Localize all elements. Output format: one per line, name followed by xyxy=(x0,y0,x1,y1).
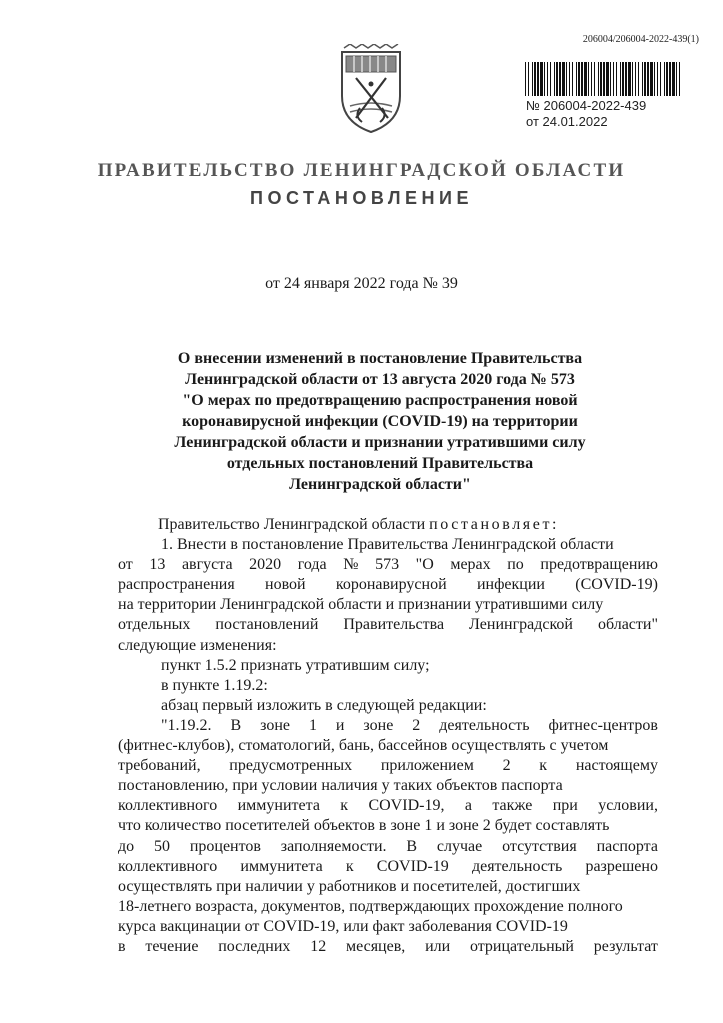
word: 2020 xyxy=(249,556,282,574)
word: при xyxy=(552,797,578,815)
barcode-bar xyxy=(550,62,551,96)
government-title: ПРАВИТЕЛЬСТВО ЛЕНИНГРАДСКОЙ ОБЛАСТИ xyxy=(97,160,626,181)
barcode-bar xyxy=(544,62,545,96)
barcode-bar xyxy=(572,62,573,96)
word: предусмотренных xyxy=(229,757,353,775)
word: к xyxy=(340,797,349,815)
barcode-bar xyxy=(540,62,543,96)
word: требований, xyxy=(118,757,201,775)
word: к xyxy=(345,857,354,875)
barcode-bar xyxy=(628,62,631,96)
subject-line: Ленинградской области" xyxy=(289,476,471,493)
word: Правительства xyxy=(343,616,445,634)
word: паспорта xyxy=(596,837,658,855)
word: в xyxy=(118,937,126,955)
intro-line xyxy=(118,515,658,535)
word: 12 xyxy=(310,937,327,955)
barcode-bar xyxy=(654,62,655,96)
word: COVID-19, xyxy=(368,797,445,815)
registration-number: № 206004-2022-439 xyxy=(526,98,647,113)
word: также xyxy=(492,797,533,815)
word: (COVID-19) xyxy=(575,576,658,594)
word: отсутствия xyxy=(502,837,577,855)
word: разрешено xyxy=(585,857,658,875)
document-type: ПОСТАНОВЛЕНИЕ xyxy=(250,188,473,208)
quote-line: постановлению, при условии наличия у таких объектов паспорта xyxy=(118,777,563,795)
barcode-bar xyxy=(679,62,680,96)
word: случае xyxy=(436,837,483,855)
word: № xyxy=(343,556,359,574)
paragraph-line-justified xyxy=(118,615,658,635)
barcode-bar xyxy=(672,62,675,96)
paragraph-line: следующие изменения: xyxy=(118,636,277,654)
word: августа xyxy=(181,556,233,574)
quote-line-justified xyxy=(118,937,658,957)
registration-date: от 24.01.2022 xyxy=(526,114,608,129)
barcode-bar xyxy=(532,62,533,96)
word: иммунитета xyxy=(237,797,320,815)
barcode-bar xyxy=(566,62,567,96)
subject-line: О внесении изменений в постановление Правительства xyxy=(177,350,583,367)
barcode-bar xyxy=(528,62,529,96)
barcode-bar xyxy=(622,62,624,96)
word: предотвращению xyxy=(540,556,658,574)
word: Ленинградской xyxy=(469,616,573,634)
word: а xyxy=(464,797,472,815)
barcode-bar xyxy=(638,62,639,96)
word: мерах xyxy=(450,556,491,574)
word: результат xyxy=(593,937,658,955)
word: деятельность xyxy=(439,716,530,734)
barcode-bar xyxy=(559,62,561,96)
quote-line: курса вакцинации от COVID-19, или факт заболевания COVID-19 xyxy=(118,917,568,935)
barcode-bar xyxy=(581,62,583,96)
word: до xyxy=(118,837,135,855)
barcode-bar xyxy=(610,62,611,96)
intro-text: Правительство Ленинградской области xyxy=(158,516,430,533)
coat-of-arms-emblem xyxy=(336,44,406,136)
barcode-bar xyxy=(650,62,653,96)
amendment-item: абзац первый изложить в следующей редакции: xyxy=(161,696,487,714)
word: к xyxy=(539,757,548,775)
barcode-bar xyxy=(666,62,668,96)
quote-line: (фитнес-клубов), стоматологий, бань, бассейнов осуществлять с учетом xyxy=(118,737,609,755)
word: зоне xyxy=(260,716,290,734)
word: месяцев, xyxy=(345,937,406,955)
barcode-bar xyxy=(613,62,614,96)
amendment-item: в пункте 1.19.2: xyxy=(161,676,268,694)
word: от xyxy=(118,556,133,574)
barcode-bar xyxy=(625,62,627,96)
barcode-bar xyxy=(534,62,536,96)
barcode-bar xyxy=(606,62,609,96)
barcode-bar xyxy=(600,62,602,96)
barcode-bar xyxy=(660,62,661,96)
word: COVID-19 xyxy=(376,857,449,875)
subject-line: отдельных постановлений Правительства xyxy=(226,455,534,472)
barcode-bar xyxy=(547,62,548,96)
quote-line-justified xyxy=(118,796,658,816)
quote-line: 18-летнего возраста, документов, подтверждающих прохождение полного xyxy=(118,897,623,915)
word: 2 xyxy=(502,757,511,775)
word: процентов xyxy=(189,837,261,855)
barcode-bar xyxy=(676,62,677,96)
word: области" xyxy=(597,616,658,634)
barcode-bar xyxy=(632,62,633,96)
word: последних xyxy=(218,937,291,955)
word: 50 xyxy=(153,837,170,855)
quote-line-justified xyxy=(118,716,658,736)
barcode-bar xyxy=(591,62,592,96)
word: коллективного xyxy=(118,797,218,815)
word: В xyxy=(230,716,242,734)
word: распространения xyxy=(118,576,235,594)
quote-line-justified xyxy=(118,857,658,877)
word: 1 xyxy=(308,716,317,734)
barcode-bar xyxy=(584,62,587,96)
word: инфекции xyxy=(476,576,545,594)
barcode-bar xyxy=(669,62,671,96)
amendment-item: пункт 1.5.2 признать утратившим силу; xyxy=(161,656,430,674)
word: новой xyxy=(265,576,306,594)
barcode-bar xyxy=(578,62,580,96)
word: иммунитета xyxy=(240,857,323,875)
word: "1.19.2. xyxy=(161,716,212,734)
paragraph-line-justified xyxy=(118,575,658,595)
resolution-subject xyxy=(150,348,610,495)
barcode-bar xyxy=(603,62,605,96)
barcode-bar xyxy=(525,62,526,96)
word: деятельность xyxy=(471,857,563,875)
word: В xyxy=(406,837,418,855)
word: течение xyxy=(145,937,199,955)
paragraph-line: 1. Внести в постановление Правительства Ленинградской области xyxy=(161,536,614,554)
word: 13 xyxy=(149,556,166,574)
word: по xyxy=(507,556,524,574)
word: года xyxy=(297,556,327,574)
word: фитнес-центров xyxy=(548,716,658,734)
word: заполняемости. xyxy=(280,837,387,855)
word: "О xyxy=(415,556,434,574)
paragraph-line-justified xyxy=(118,555,658,575)
barcode-bar xyxy=(644,62,646,96)
barcode-bar xyxy=(598,62,599,96)
intro-decree-word: постановляет: xyxy=(429,516,560,533)
barcode-bar xyxy=(635,62,636,96)
resolution-date-number: от 24 января 2022 года № 39 xyxy=(265,275,458,292)
subject-line: "О мерах по предотвращению распространения новой xyxy=(182,392,578,409)
barcode-bar xyxy=(647,62,649,96)
word: коронавирусной xyxy=(335,576,447,594)
word: отдельных xyxy=(118,616,191,634)
word: постановлений xyxy=(215,616,319,634)
word: условии, xyxy=(598,797,658,815)
paragraph-line: на территории Ленинградской области и признании утратившими силу xyxy=(118,596,604,614)
barcode-bar xyxy=(576,62,577,96)
barcode-bar xyxy=(569,62,570,96)
word: или xyxy=(425,937,451,955)
barcode-bar xyxy=(657,62,658,96)
barcode-bar xyxy=(556,62,558,96)
quote-line-justified xyxy=(118,837,658,857)
barcode-bar xyxy=(594,62,595,96)
barcode-bar xyxy=(537,62,539,96)
subject-line: коронавирусной инфекции (COVID-19) на территории xyxy=(182,413,578,430)
word: отрицательный xyxy=(469,937,574,955)
subject-line: Ленинградской области от 13 августа 2020 года № 573 xyxy=(185,371,575,388)
barcode-bar xyxy=(554,62,555,96)
document-id: 206004/206004-2022-439(1) xyxy=(582,34,699,45)
word: коллективного xyxy=(118,857,218,875)
word: 2 xyxy=(412,716,421,734)
barcode xyxy=(524,62,684,96)
barcode-bar xyxy=(616,62,617,96)
barcode-bar xyxy=(562,62,565,96)
word: и xyxy=(335,716,345,734)
resolution-body xyxy=(118,515,658,957)
barcode-bar xyxy=(620,62,621,96)
subject-line: Ленинградской области и признании утратившими силу xyxy=(174,434,586,451)
word: 573 xyxy=(375,556,400,574)
barcode-bar xyxy=(642,62,643,96)
quote-line: что количество посетителей объектов в зоне 1 и зоне 2 будет составлять xyxy=(118,817,610,835)
quote-line: осуществлять при наличии у работников и посетителей, достигших xyxy=(118,877,581,895)
barcode-bar xyxy=(664,62,665,96)
quote-line-justified xyxy=(118,756,658,776)
barcode-bar xyxy=(588,62,589,96)
word: приложением xyxy=(380,757,474,775)
word: настоящему xyxy=(575,757,658,775)
word: зоне xyxy=(363,716,394,734)
